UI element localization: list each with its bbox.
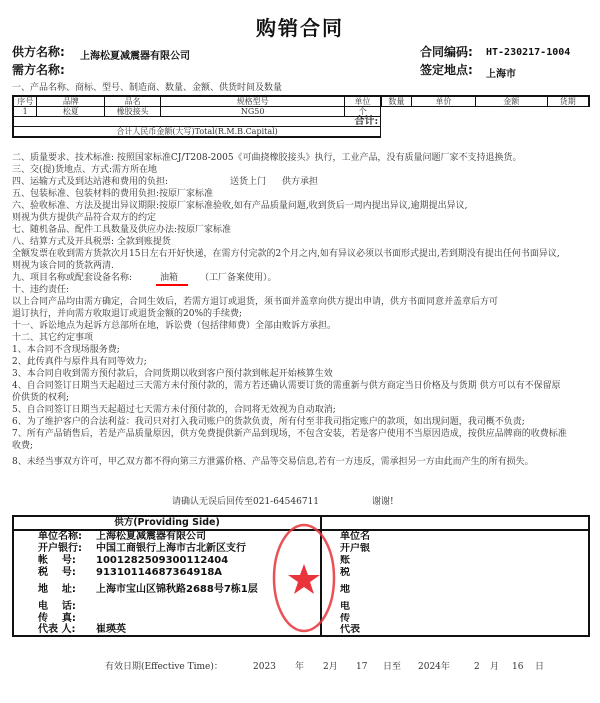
supplier-name: 上海松夏减震器有限公司 bbox=[80, 51, 190, 62]
clause-line: 十一、诉讼地点为起诉方总部所在地，诉讼费（包括律师费）全部由败诉方承担。 bbox=[12, 321, 337, 331]
clause-line: 则视为供方提供产品符合双方的约定 bbox=[12, 213, 157, 223]
col-index: 序号 bbox=[13, 96, 37, 107]
section-1-heading: 一、产品名称、商标、型号、制造商、数量、金额、供货时间及数量 bbox=[12, 83, 283, 93]
project-note: （工厂备案使用）。 bbox=[200, 273, 277, 283]
document-title: 购销合同 bbox=[256, 16, 344, 40]
clause-line: 五、包装标准、包装材料的费用负担:按原厂家标准 bbox=[12, 189, 214, 199]
buyer-field-label: 地 bbox=[340, 584, 350, 595]
field-value: 91310114687364918A bbox=[96, 567, 223, 578]
total-rmb-row bbox=[13, 127, 589, 138]
buyer-field-label: 账 bbox=[340, 555, 350, 566]
effective-label: 有效日期(Effective Time)： bbox=[105, 662, 223, 672]
cell-index: 1 bbox=[13, 107, 37, 117]
project-name: 油箱 bbox=[160, 273, 179, 283]
field-label: 代表 人: bbox=[38, 624, 76, 635]
clause-line: 价供货的权利; bbox=[12, 393, 70, 403]
clause-line: 5、自合同签订日期当天起超过七天需方未付预付款的，合同将无效视为自动取消; bbox=[12, 405, 336, 415]
end-day: 16 bbox=[512, 662, 524, 672]
cell-spec: NG50 bbox=[160, 107, 344, 117]
year-char: 年 bbox=[295, 662, 305, 672]
clause-line: 以上合同产品均由需方确定，合同生效后，若需方退订或退货，须书面并盖章向供方提出申请，供方书面同意并盖章后方可 bbox=[12, 297, 499, 307]
start-month: 2月 bbox=[323, 662, 338, 672]
blank-area bbox=[381, 127, 589, 138]
clause-line: 八、结算方式及开具税票: 全款到账提货 bbox=[12, 237, 171, 247]
col-brand: 品牌 bbox=[37, 96, 105, 107]
field-label: 地 址: bbox=[38, 584, 76, 595]
clause-line: 则视为该合同的货款两清. bbox=[12, 261, 114, 271]
field-value: 崔瑛英 bbox=[96, 624, 126, 635]
supplier-label: 供方名称: bbox=[12, 45, 65, 59]
buyer-field-label: 电 bbox=[340, 601, 350, 612]
red-underline bbox=[156, 284, 188, 286]
col-delivery: 货期 bbox=[547, 96, 589, 107]
company-stamp bbox=[272, 522, 336, 634]
field-label: 电 话: bbox=[38, 601, 76, 612]
field-label: 传 真: bbox=[38, 613, 76, 624]
total-rmb-label: 合计人民币金额(大写)Total(R.M.B.Capital) bbox=[13, 127, 381, 138]
clause-line: 8、未经当事双方许可，甲乙双方都不得向第三方泄露价格、产品等交易信息,若有一方违反，需承担另一方由此而产生的所有损失。 bbox=[12, 457, 534, 467]
col-qty: 数量 bbox=[381, 96, 412, 107]
col-unit: 单位 bbox=[345, 96, 381, 107]
buyer-label: 需方名称: bbox=[12, 63, 65, 77]
clause-line: 全额发票在收到需方货款次月15日左右开好快递，在需方付完款的2个月之内,如有异议必须以书面形式提出,若到期没有提出任何书面异议, bbox=[12, 249, 560, 259]
field-value: 上海市宝山区锦秋路2688号7栋1层 bbox=[96, 584, 258, 595]
field-label: 开户银行: bbox=[38, 543, 82, 554]
clause-line: 六、验收标准、方法及提出异议期限:按原厂家标准验收,如有产品质量问题,收到货后一周内提出异议,逾期提出异议, bbox=[12, 201, 468, 211]
field-value: 中国工商银行上海市古北新区支行 bbox=[96, 543, 246, 554]
clause-line: 四、运输方式及到达站港和费用的负担: bbox=[12, 177, 169, 187]
supplier-block-header: 供方(Providing Side) bbox=[114, 517, 220, 528]
cell-name: 橡胶接头 bbox=[105, 107, 161, 117]
day-char: 日 bbox=[535, 662, 545, 672]
buyer-field-label: 单位名 bbox=[340, 531, 370, 542]
table-header-row bbox=[13, 96, 589, 107]
clause-line: 4、自合同签订日期当天起超过三天需方未付预付款的，需方若还确认需要订货的需重新与供方商定当日价格及与货期 供方可以有不保留原 bbox=[12, 381, 561, 391]
sign-place: 上海市 bbox=[486, 69, 516, 80]
clause-line: 退订执行，并向需方收取退订或退货金额的20%的手续费; bbox=[12, 309, 243, 319]
field-label: 税 号: bbox=[38, 567, 76, 578]
blank-area bbox=[381, 117, 589, 127]
month-char: 月 bbox=[490, 662, 500, 672]
clause-line: 七、随机备品、配件工具数量及供应办法:按原厂家标准 bbox=[12, 225, 232, 235]
blank-area bbox=[381, 107, 589, 117]
clause-line: 6、为了维护客户的合法利益：我司只对打入我司账户的货款负责，所有付至非我司指定账户的款项，如出现问题，我司概不负责; bbox=[12, 417, 525, 427]
buyer-field-label: 传 bbox=[340, 613, 350, 624]
field-label: 单位名称: bbox=[38, 531, 82, 542]
end-month: 2 bbox=[474, 662, 480, 672]
stamp-star-icon bbox=[288, 564, 320, 594]
clause-line: 2、此传真件与原件具有同等效力; bbox=[12, 357, 147, 367]
field-value: 1001282509300112404 bbox=[96, 555, 229, 566]
buyer-field-label: 税 bbox=[340, 567, 350, 578]
field-label: 帐 号: bbox=[38, 555, 76, 566]
start-year: 2023 bbox=[253, 662, 276, 672]
clause-line: 十二、其它约定事项 bbox=[12, 333, 94, 343]
fax-confirm: 请确认无误后回传至021-64546711 bbox=[172, 497, 320, 507]
field-value: 上海松夏减震器有限公司 bbox=[96, 531, 206, 542]
thanks: 谢谢! bbox=[372, 497, 394, 507]
clause-line: 十、违约责任: bbox=[12, 285, 70, 295]
col-amount: 金额 bbox=[475, 96, 547, 107]
buyer-field-label: 开户银 bbox=[340, 543, 370, 554]
total-row bbox=[13, 117, 589, 127]
clause-line: 九、项目名称或配套设备名称: bbox=[12, 273, 133, 283]
sign-place-label: 签定地点: bbox=[420, 63, 473, 77]
clause-line: 7、所有产品销售后，若是产品质量原因，供方免费提供新产品到现场，不包含安装，若是客户使用不当原因造成，按供应品牌商的收费标准 bbox=[12, 429, 567, 439]
clause-line: 收费; bbox=[12, 441, 34, 451]
table-row bbox=[13, 107, 589, 117]
transport-cost: 供方承担 bbox=[282, 177, 319, 187]
clause-line: 二、质量要求、技术标准: 按照国家标准CJ/T208-2005《可曲挠橡胶接头》执行，工业产品，没有质量问题厂家不支持退换货。 bbox=[12, 153, 522, 163]
cell-brand: 松夏 bbox=[37, 107, 105, 117]
contract-no-label: 合同编码: bbox=[420, 45, 473, 59]
clause-line: 1、本合同不含现场服务费; bbox=[12, 345, 120, 355]
total-label: 合计: bbox=[13, 117, 381, 127]
to-char: 日至 bbox=[383, 662, 402, 672]
col-name: 品名 bbox=[105, 96, 161, 107]
start-day: 17 bbox=[356, 662, 368, 672]
transport-method: 送货上门 bbox=[230, 177, 267, 187]
buyer-field-label: 代表 bbox=[340, 624, 360, 635]
col-spec: 规格型号 bbox=[160, 96, 344, 107]
clause-line: 3、本合同自收到需方预付款后，合同货期以收到客户预付款到帐起开始核算生效 bbox=[12, 369, 333, 379]
cell-unit: 个 bbox=[345, 107, 381, 117]
contract-no: HT-230217-1004 bbox=[486, 47, 571, 58]
clause-line: 三、交(提)货地点、方式:需方所在地 bbox=[12, 165, 158, 175]
col-price: 单价 bbox=[412, 96, 476, 107]
end-year: 2024年 bbox=[418, 662, 450, 672]
product-table bbox=[12, 95, 590, 138]
